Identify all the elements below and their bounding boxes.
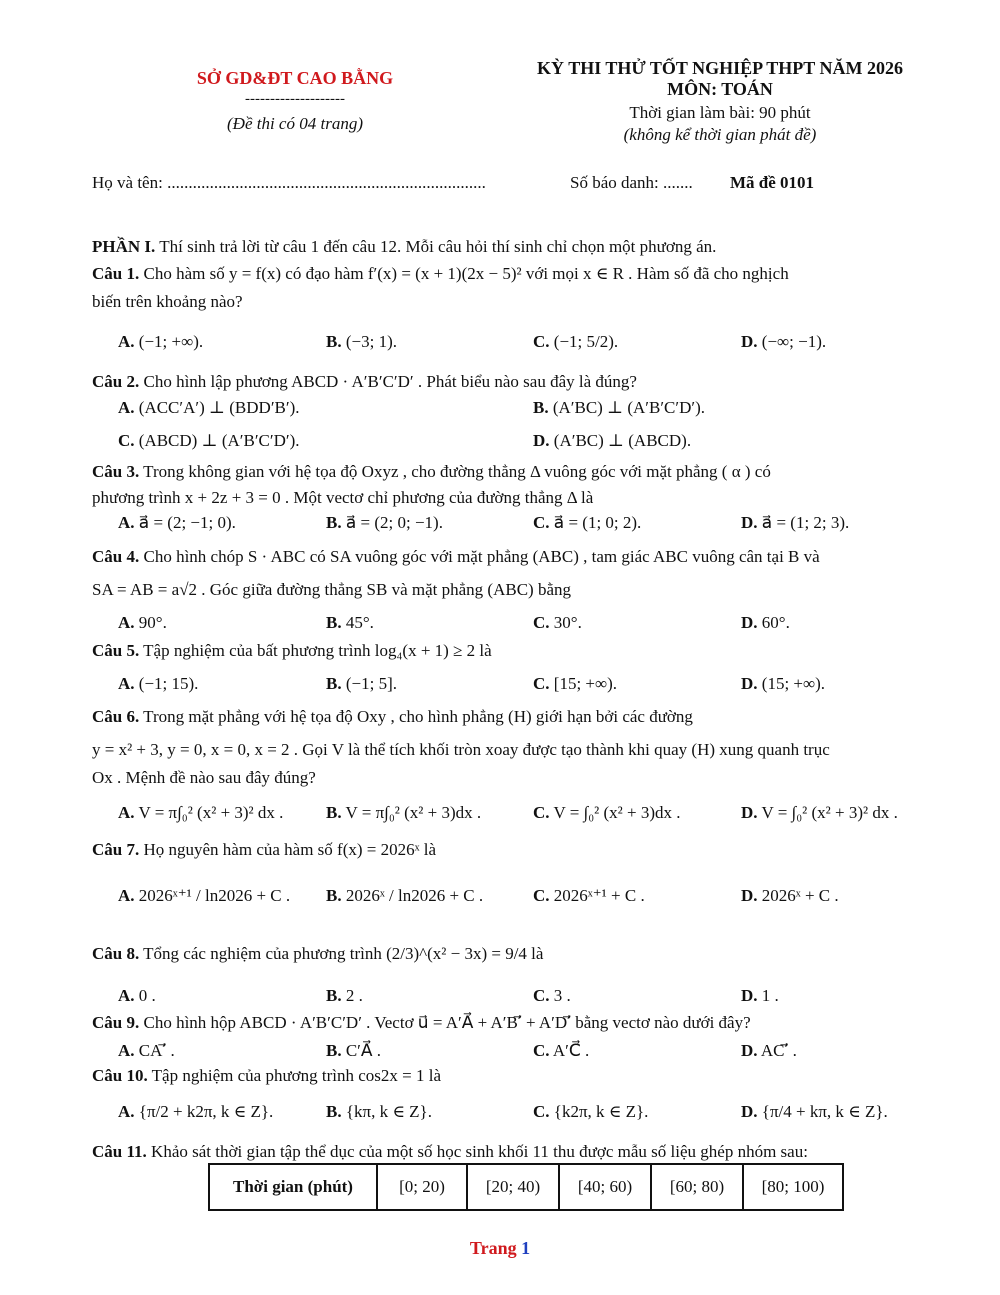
option-text: V = π∫₀² (x² + 3)² dx . (138, 803, 284, 822)
question-6-line2: y = x² + 3, y = 0, x = 0, x = 2 . Gọi V là thể tích khối tròn xoay được tạo thành khi quay (H) xung quanh trục (92, 740, 830, 759)
option-letter: B. (326, 513, 342, 532)
exam-title: KỲ THI THỬ TỐT NGHIỆP THPT NĂM 2026 (537, 58, 903, 78)
q3-option-a[interactable] (118, 513, 236, 533)
option-text: (ABCD) ⊥ (A′B′C′D′). (138, 431, 300, 450)
option-text: 2026ˣ⁺¹ / ln2026 + C . (138, 886, 291, 905)
q7-option-b[interactable] (326, 886, 483, 906)
option-letter: B. (326, 886, 342, 905)
q3-option-c[interactable] (533, 513, 641, 533)
option-text: 0 . (138, 986, 156, 1005)
option-letter: B. (326, 1041, 342, 1060)
option-text: 2 . (345, 986, 363, 1005)
question-3-line2: phương trình x + 2z + 3 = 0 . Một vectơ chỉ phương của đường thẳng Δ là (92, 488, 594, 507)
option-text: a⃗ = (1; 2; 3). (761, 513, 850, 532)
option-letter: D. (741, 513, 758, 532)
option-letter: C. (533, 886, 550, 905)
q4-option-a[interactable] (118, 613, 167, 633)
option-letter: D. (533, 431, 550, 450)
table-cell: [80; 100) (743, 1164, 843, 1210)
question-4 (92, 547, 820, 567)
option-text: 2026ˣ / ln2026 + C . (345, 886, 484, 905)
department-name: SỞ GD&ĐT CAO BẰNG (196, 68, 394, 88)
question-10 (92, 1066, 441, 1086)
q5-option-d[interactable] (741, 674, 825, 694)
question-text: Khảo sát thời gian tập thể dục của một số học sinh khối 11 thu được mẫu số liệu ghép nhóm sau: (146, 1142, 808, 1161)
question-label: Câu 3. (92, 462, 140, 481)
question-label: Câu 8. (92, 944, 140, 963)
table-cell: [40; 60) (559, 1164, 651, 1210)
option-text: 3 . (553, 986, 571, 1005)
option-text: 2026ˣ + C . (761, 886, 839, 905)
q6-option-d[interactable] (741, 803, 898, 823)
option-text: {π/4 + kπ, k ∈ Z}. (761, 1102, 888, 1121)
question-1-line2: biến trên khoảng nào? (92, 292, 243, 311)
option-text: 45°. (345, 613, 374, 632)
option-text: CA′⃗ . (138, 1041, 175, 1060)
option-letter: A. (118, 886, 135, 905)
q1-option-a[interactable] (118, 332, 203, 352)
option-letter: B. (533, 398, 549, 417)
q6-option-a[interactable] (118, 803, 283, 823)
option-text: [15; +∞). (553, 674, 618, 693)
option-letter: D. (741, 886, 758, 905)
q10-option-b[interactable] (326, 1102, 432, 1122)
exam-time: Thời gian làm bài: 90 phút (629, 103, 811, 122)
question-text: Trong mặt phẳng với hệ tọa độ Oxy , cho hình phẳng (H) giới hạn bởi các đường (139, 707, 693, 726)
question-3 (92, 462, 771, 482)
option-letter: A. (118, 803, 135, 822)
option-letter: C. (533, 803, 550, 822)
q7-option-c[interactable] (533, 886, 645, 906)
q8-option-a[interactable] (118, 986, 156, 1006)
option-letter: A. (118, 332, 135, 351)
q8-option-d[interactable] (741, 986, 779, 1006)
question-4-line2: SA = AB = a√2 . Góc giữa đường thẳng SB và mặt phẳng (ABC) bằng (92, 580, 571, 599)
option-text: (−1; +∞). (138, 332, 204, 351)
option-text: 2026ˣ⁺¹ + C . (553, 886, 645, 905)
option-letter: C. (533, 513, 550, 532)
option-letter: C. (533, 613, 550, 632)
question-label: Câu 10. (92, 1066, 148, 1085)
option-letter: B. (326, 613, 342, 632)
question-1 (92, 264, 789, 284)
option-text: a⃗ = (1; 0; 2). (553, 513, 642, 532)
option-text: C′A⃗ . (345, 1041, 382, 1060)
page-number: 1 (521, 1238, 531, 1258)
part1-heading (92, 237, 716, 257)
option-letter: D. (741, 674, 758, 693)
q3-option-d[interactable] (741, 513, 849, 533)
option-text: V = ∫₀² (x² + 3)² dx . (761, 803, 898, 822)
question-8 (92, 944, 543, 964)
option-text: 60°. (761, 613, 790, 632)
q9-option-b[interactable] (326, 1041, 381, 1061)
option-letter: C. (118, 431, 135, 450)
option-text: A′C⃗ . (552, 1041, 590, 1060)
question-label: Câu 11. (92, 1142, 147, 1161)
q5-option-b[interactable] (326, 674, 397, 694)
question-label: Câu 2. (92, 372, 140, 391)
option-text: {kπ, k ∈ Z}. (345, 1102, 432, 1121)
q2-option-a[interactable] (118, 398, 300, 418)
option-letter: D. (741, 613, 758, 632)
option-text: (−1; 15). (138, 674, 199, 693)
pages-note: (Đề thi có 04 trang) (227, 114, 363, 133)
q9-option-a[interactable] (118, 1041, 175, 1061)
part1-instruction: Thí sinh trả lời từ câu 1 đến câu 12. Mỗi câu hỏi thí sinh chỉ chọn một phương án. (155, 237, 717, 256)
table-cell: [0; 20) (377, 1164, 467, 1210)
question-label: Câu 9. (92, 1013, 140, 1032)
question-text: Tập nghiệm của bất phương trình log₄(x + 1) ≥ 2 là (139, 641, 492, 660)
subject-title: MÔN: TOÁN (667, 79, 773, 99)
q8-option-c[interactable] (533, 986, 571, 1006)
q6-option-c[interactable] (533, 803, 680, 823)
q1-option-b[interactable] (326, 332, 397, 352)
q9-option-d[interactable] (741, 1041, 797, 1061)
option-letter: A. (118, 1041, 135, 1060)
q10-option-c[interactable] (533, 1102, 648, 1122)
option-text: (A′BC) ⊥ (ABCD). (553, 431, 692, 450)
q2-option-b[interactable] (533, 398, 705, 418)
question-11 (92, 1142, 808, 1162)
q3-option-b[interactable] (326, 513, 443, 533)
option-letter: C. (533, 1041, 550, 1060)
option-text: 1 . (761, 986, 779, 1005)
option-text: (−1; 5]. (345, 674, 397, 693)
option-text: a⃗ = (2; −1; 0). (138, 513, 236, 532)
table-header-cell: Thời gian (phút) (209, 1164, 377, 1210)
option-text: {π/2 + k2π, k ∈ Z}. (138, 1102, 274, 1121)
q1-option-c[interactable] (533, 332, 618, 352)
table-cell: [20; 40) (467, 1164, 559, 1210)
q5-option-c[interactable] (533, 674, 617, 694)
q4-option-b[interactable] (326, 613, 374, 633)
option-letter: D. (741, 1102, 758, 1121)
page-footer (0, 1238, 1000, 1259)
q2-option-d[interactable] (533, 431, 691, 451)
option-letter: A. (118, 986, 135, 1005)
question-text: Cho hàm số y = f(x) có đạo hàm f′(x) = (x + 1)(2x − 5)² với mọi x ∈ R . Hàm số đã cho nghịch (139, 264, 789, 283)
question-text: Họ nguyên hàm của hàm số f(x) = 2026ˣ là (139, 840, 437, 859)
question-text: Trong không gian với hệ tọa độ Oxyz , cho đường thẳng Δ vuông góc với mặt phẳng ( α ) có (139, 462, 771, 481)
option-letter: B. (326, 986, 342, 1005)
q4-option-d[interactable] (741, 613, 790, 633)
q4-option-c[interactable] (533, 613, 582, 633)
candidate-id-field: Số báo danh: ....... (570, 173, 693, 192)
table-cell: [60; 80) (651, 1164, 743, 1210)
question-text: Cho hình lập phương ABCD · A′B′C′D′ . Phát biểu nào sau đây là đúng? (139, 372, 637, 391)
option-text: (A′BC) ⊥ (A′B′C′D′). (552, 398, 706, 417)
q8-option-b[interactable] (326, 986, 363, 1006)
page-word: Trang (469, 1238, 517, 1258)
q2-option-c[interactable] (118, 431, 300, 451)
option-letter: A. (118, 674, 135, 693)
question-6-line3: Ox . Mệnh đề nào sau đây đúng? (92, 768, 316, 787)
option-text: {k2π, k ∈ Z}. (553, 1102, 649, 1121)
option-text: (15; +∞). (761, 674, 826, 693)
option-text: 30°. (553, 613, 582, 632)
table-row (209, 1164, 843, 1210)
question-5 (92, 641, 492, 661)
option-text: 90°. (138, 613, 167, 632)
grouped-data-table (208, 1163, 844, 1211)
question-2 (92, 372, 637, 392)
option-letter: D. (741, 332, 758, 351)
option-letter: C. (533, 986, 550, 1005)
q7-option-d[interactable] (741, 886, 839, 906)
q5-option-a[interactable] (118, 674, 198, 694)
question-label: Câu 5. (92, 641, 140, 660)
question-9 (92, 1013, 751, 1033)
q7-option-a[interactable] (118, 886, 290, 906)
option-text: V = π∫₀² (x² + 3)dx . (345, 803, 482, 822)
option-letter: D. (741, 986, 758, 1005)
option-text: V = ∫₀² (x² + 3)dx . (553, 803, 681, 822)
option-letter: B. (326, 332, 342, 351)
option-text: (−∞; −1). (761, 332, 827, 351)
option-letter: A. (118, 398, 135, 417)
question-text: Tập nghiệm của phương trình cos2x = 1 là (147, 1066, 442, 1085)
option-letter: C. (533, 332, 550, 351)
option-letter: D. (741, 1041, 758, 1060)
question-text: Cho hình chóp S · ABC có SA vuông góc với mặt phẳng (ABC) , tam giác ABC vuông cân tại B và (139, 547, 820, 566)
option-text: (ACC′A′) ⊥ (BDD′B′). (138, 398, 300, 417)
exam-code: Mã đề 0101 (730, 173, 815, 192)
option-text: AC′⃗ . (760, 1041, 797, 1060)
option-letter: A. (118, 1102, 135, 1121)
part1-title: PHẦN I. (92, 237, 156, 256)
question-7 (92, 840, 436, 860)
question-label: Câu 1. (92, 264, 140, 283)
question-6 (92, 707, 693, 727)
header-divider: -------------------- (245, 91, 345, 107)
q1-option-d[interactable] (741, 332, 826, 352)
option-letter: C. (533, 674, 550, 693)
q10-option-a[interactable] (118, 1102, 273, 1122)
option-letter: C. (533, 1102, 550, 1121)
option-letter: A. (118, 613, 135, 632)
question-label: Câu 7. (92, 840, 140, 859)
option-text: (−1; 5/2). (553, 332, 619, 351)
q10-option-d[interactable] (741, 1102, 888, 1122)
question-text: Cho hình hộp ABCD · A′B′C′D′ . Vectơ u⃗ = A′A⃗ + A′B′⃗ + A′D′⃗ bằng vectơ nào dưới đây? (139, 1013, 751, 1032)
option-letter: B. (326, 674, 342, 693)
option-letter: A. (118, 513, 135, 532)
q6-option-b[interactable] (326, 803, 481, 823)
q9-option-c[interactable] (533, 1041, 589, 1061)
question-text: Tổng các nghiệm của phương trình (2/3)^(x² − 3x) = 9/4 là (139, 944, 544, 963)
question-label: Câu 4. (92, 547, 140, 566)
exam-time-note: (không kể thời gian phát đề) (623, 125, 817, 144)
question-label: Câu 6. (92, 707, 140, 726)
option-letter: B. (326, 803, 342, 822)
option-text: a⃗ = (2; 0; −1). (345, 513, 443, 532)
option-letter: D. (741, 803, 758, 822)
option-text: (−3; 1). (345, 332, 397, 351)
candidate-name-field: Họ và tên: ........................................................................... (92, 173, 486, 192)
option-letter: B. (326, 1102, 342, 1121)
